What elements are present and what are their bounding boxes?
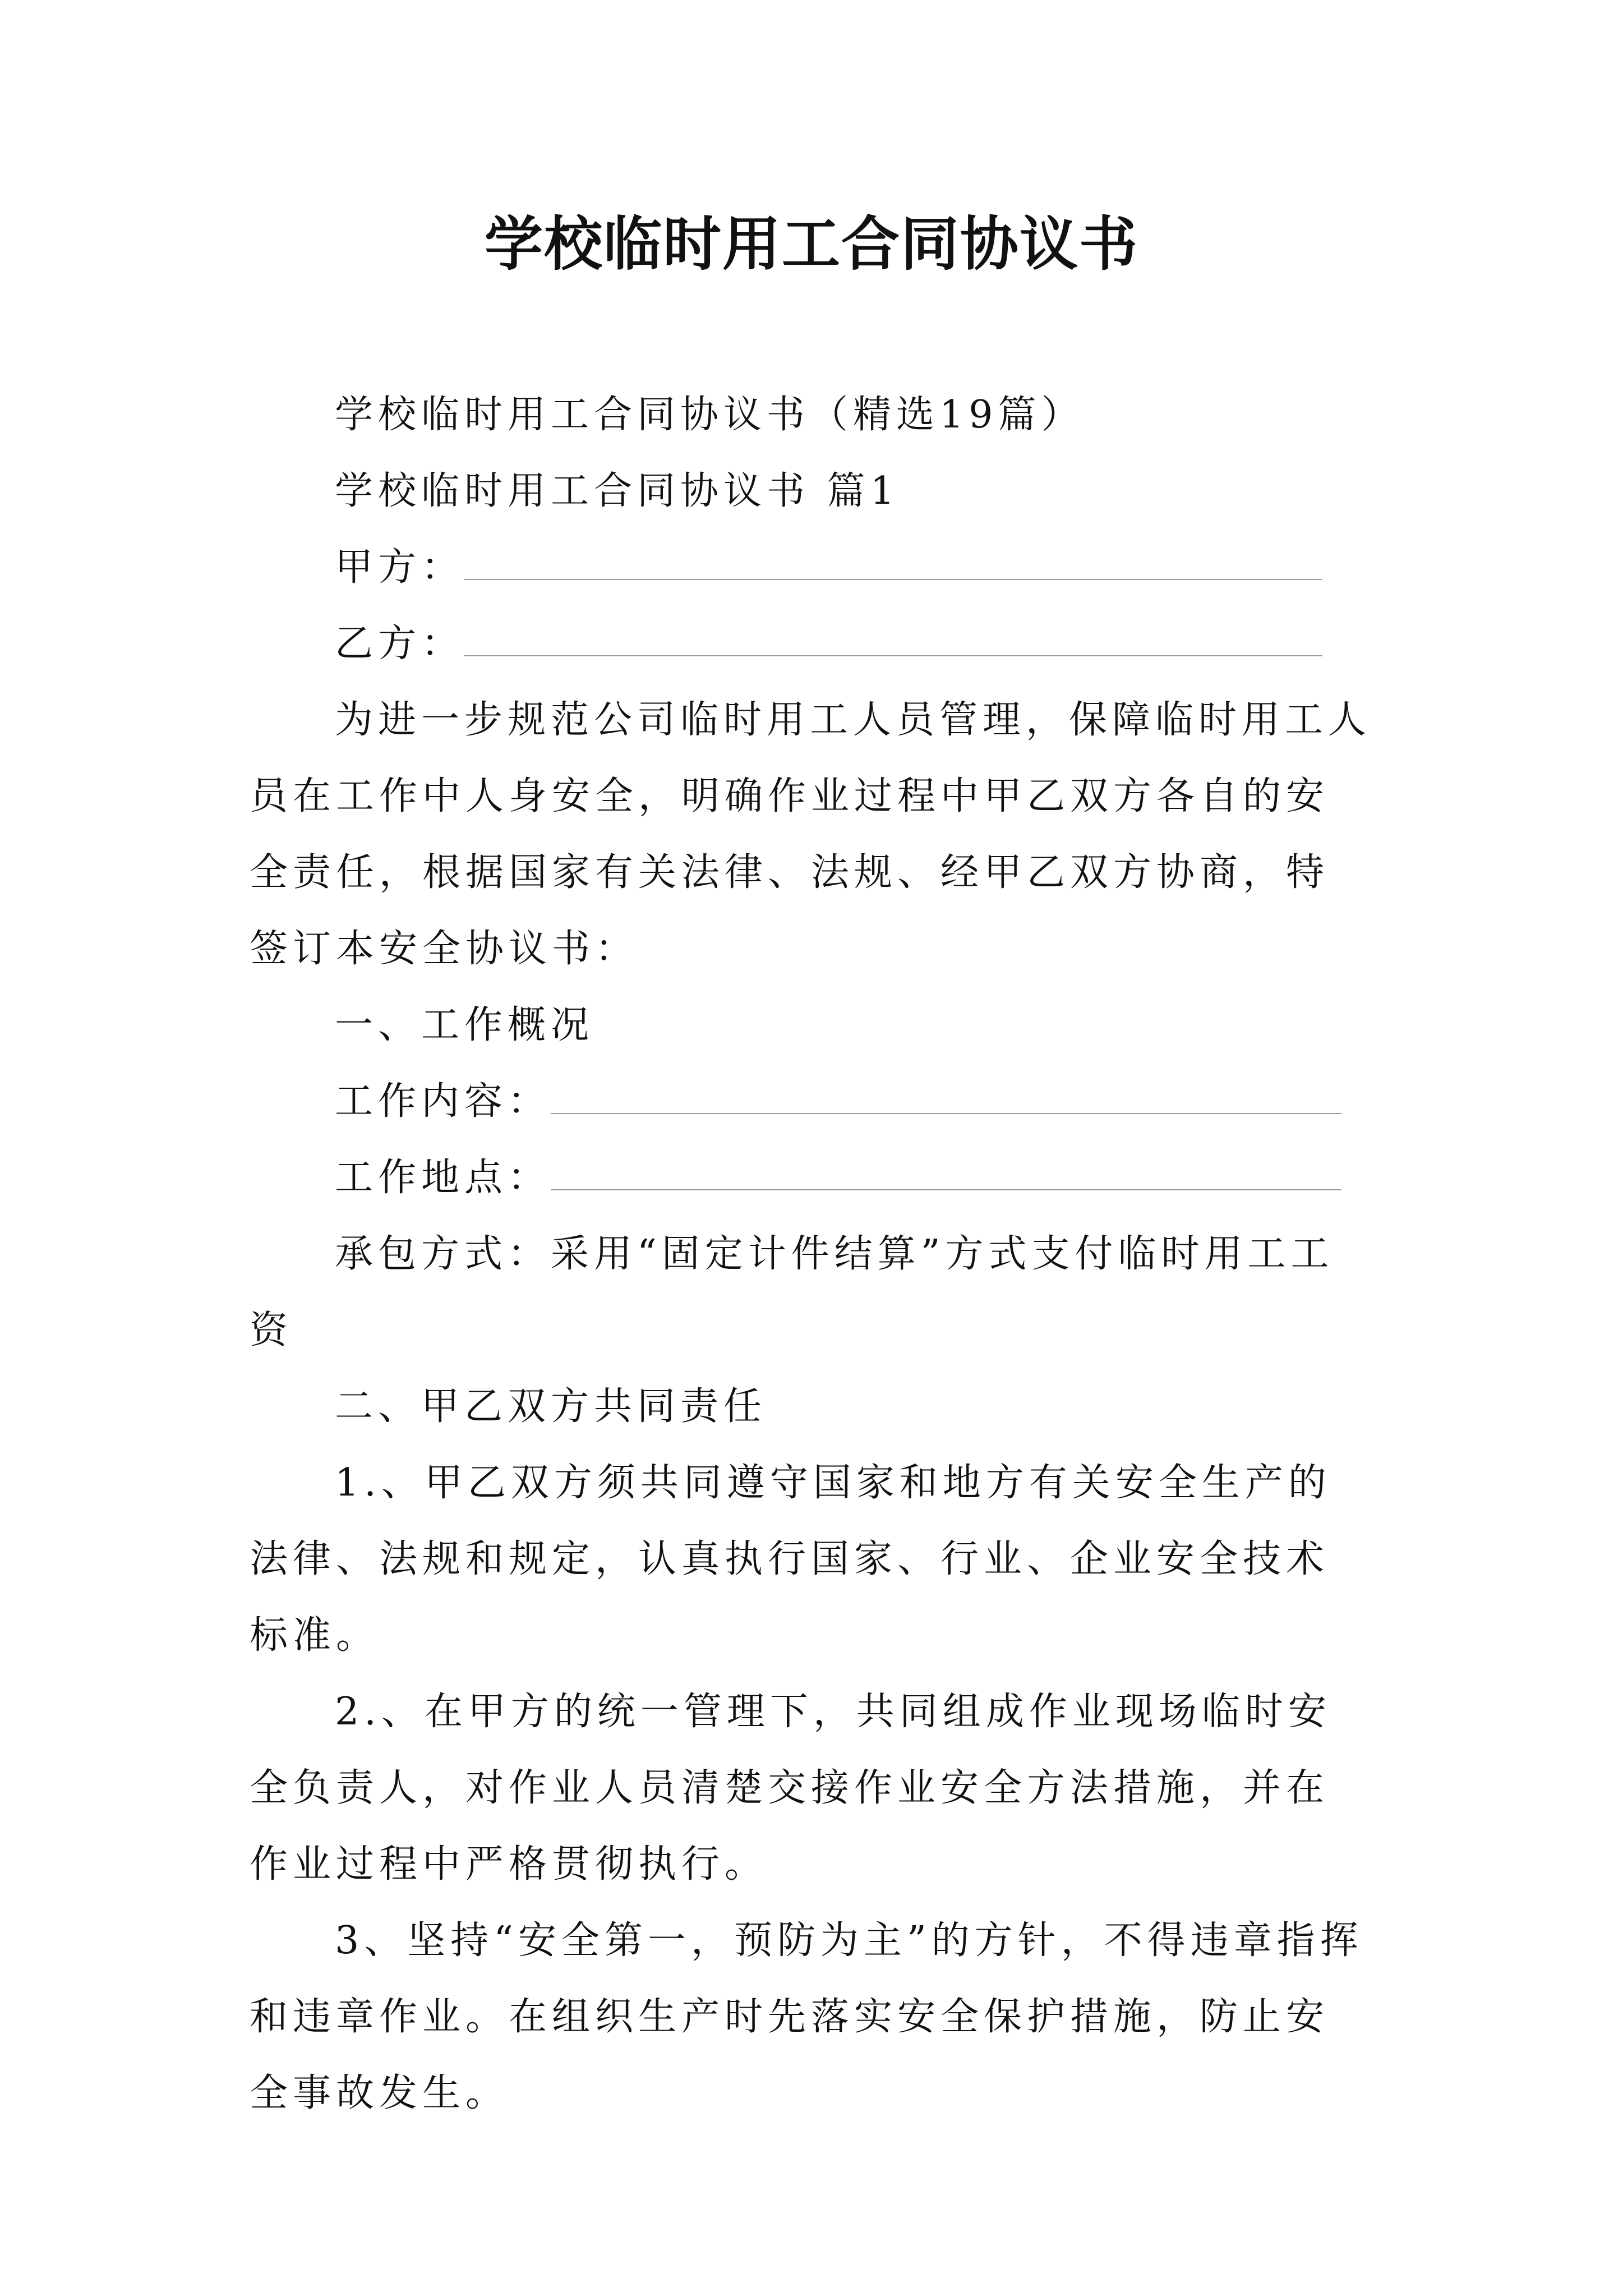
contract-method: 承包方式：采用“固定计件结算”方式支付临时用工工资 <box>250 1232 1334 1352</box>
document-title: 学校临时用工合同协议书 <box>484 210 1138 278</box>
work-location-label: 工作地点： <box>335 1156 551 1200</box>
work-location-blank <box>551 1161 1341 1190</box>
work-content-blank <box>551 1085 1341 1114</box>
collection-title: 学校临时用工合同协议书（精选19篇） <box>335 393 1085 437</box>
work-content-row <box>250 1064 1371 1140</box>
clause-1: 1.、甲乙双方须共同遵守国家和地方有关安全生产的法律、法规和规定，认真执行国家、行业、企业安全技术标准。 <box>250 1461 1331 1658</box>
document-body <box>250 377 1371 2132</box>
section-2-heading: 二、甲乙双方共同责任 <box>335 1384 767 1429</box>
party-a-label: 甲方： <box>335 545 465 590</box>
section-1-heading: 一、工作概况 <box>335 1003 594 1047</box>
work-location-row <box>250 1140 1371 1216</box>
intro-paragraph: 为进一步规范公司临时用工人员管理，保障临时用工人员在工作中人身安全，明确作业过程中甲乙双方各自的安全责任，根据国家有关法律、法规、经甲乙双方协商，特签订本安全协议书： <box>250 698 1372 971</box>
clause-3: 3、坚持“安全第一，预防为主”的方针，不得违章指挥和违章作业。在组织生产时先落实安全保护措施，防止安全事故发生。 <box>250 1918 1363 2115</box>
party-b-label: 乙方： <box>335 622 465 666</box>
party-a-blank <box>464 551 1322 580</box>
work-content-label: 工作内容： <box>335 1079 551 1124</box>
clause-2: 2.、在甲方的统一管理下，共同组成作业现场临时安全负责人，对作业人员清楚交接作业安全方法措施，并在作业过程中严格贯彻执行。 <box>250 1690 1331 1887</box>
party-b-row <box>250 606 1371 682</box>
section-heading: 学校临时用工合同协议书 篇1 <box>335 469 900 513</box>
party-a-row <box>250 530 1371 606</box>
party-b-blank <box>464 627 1322 656</box>
